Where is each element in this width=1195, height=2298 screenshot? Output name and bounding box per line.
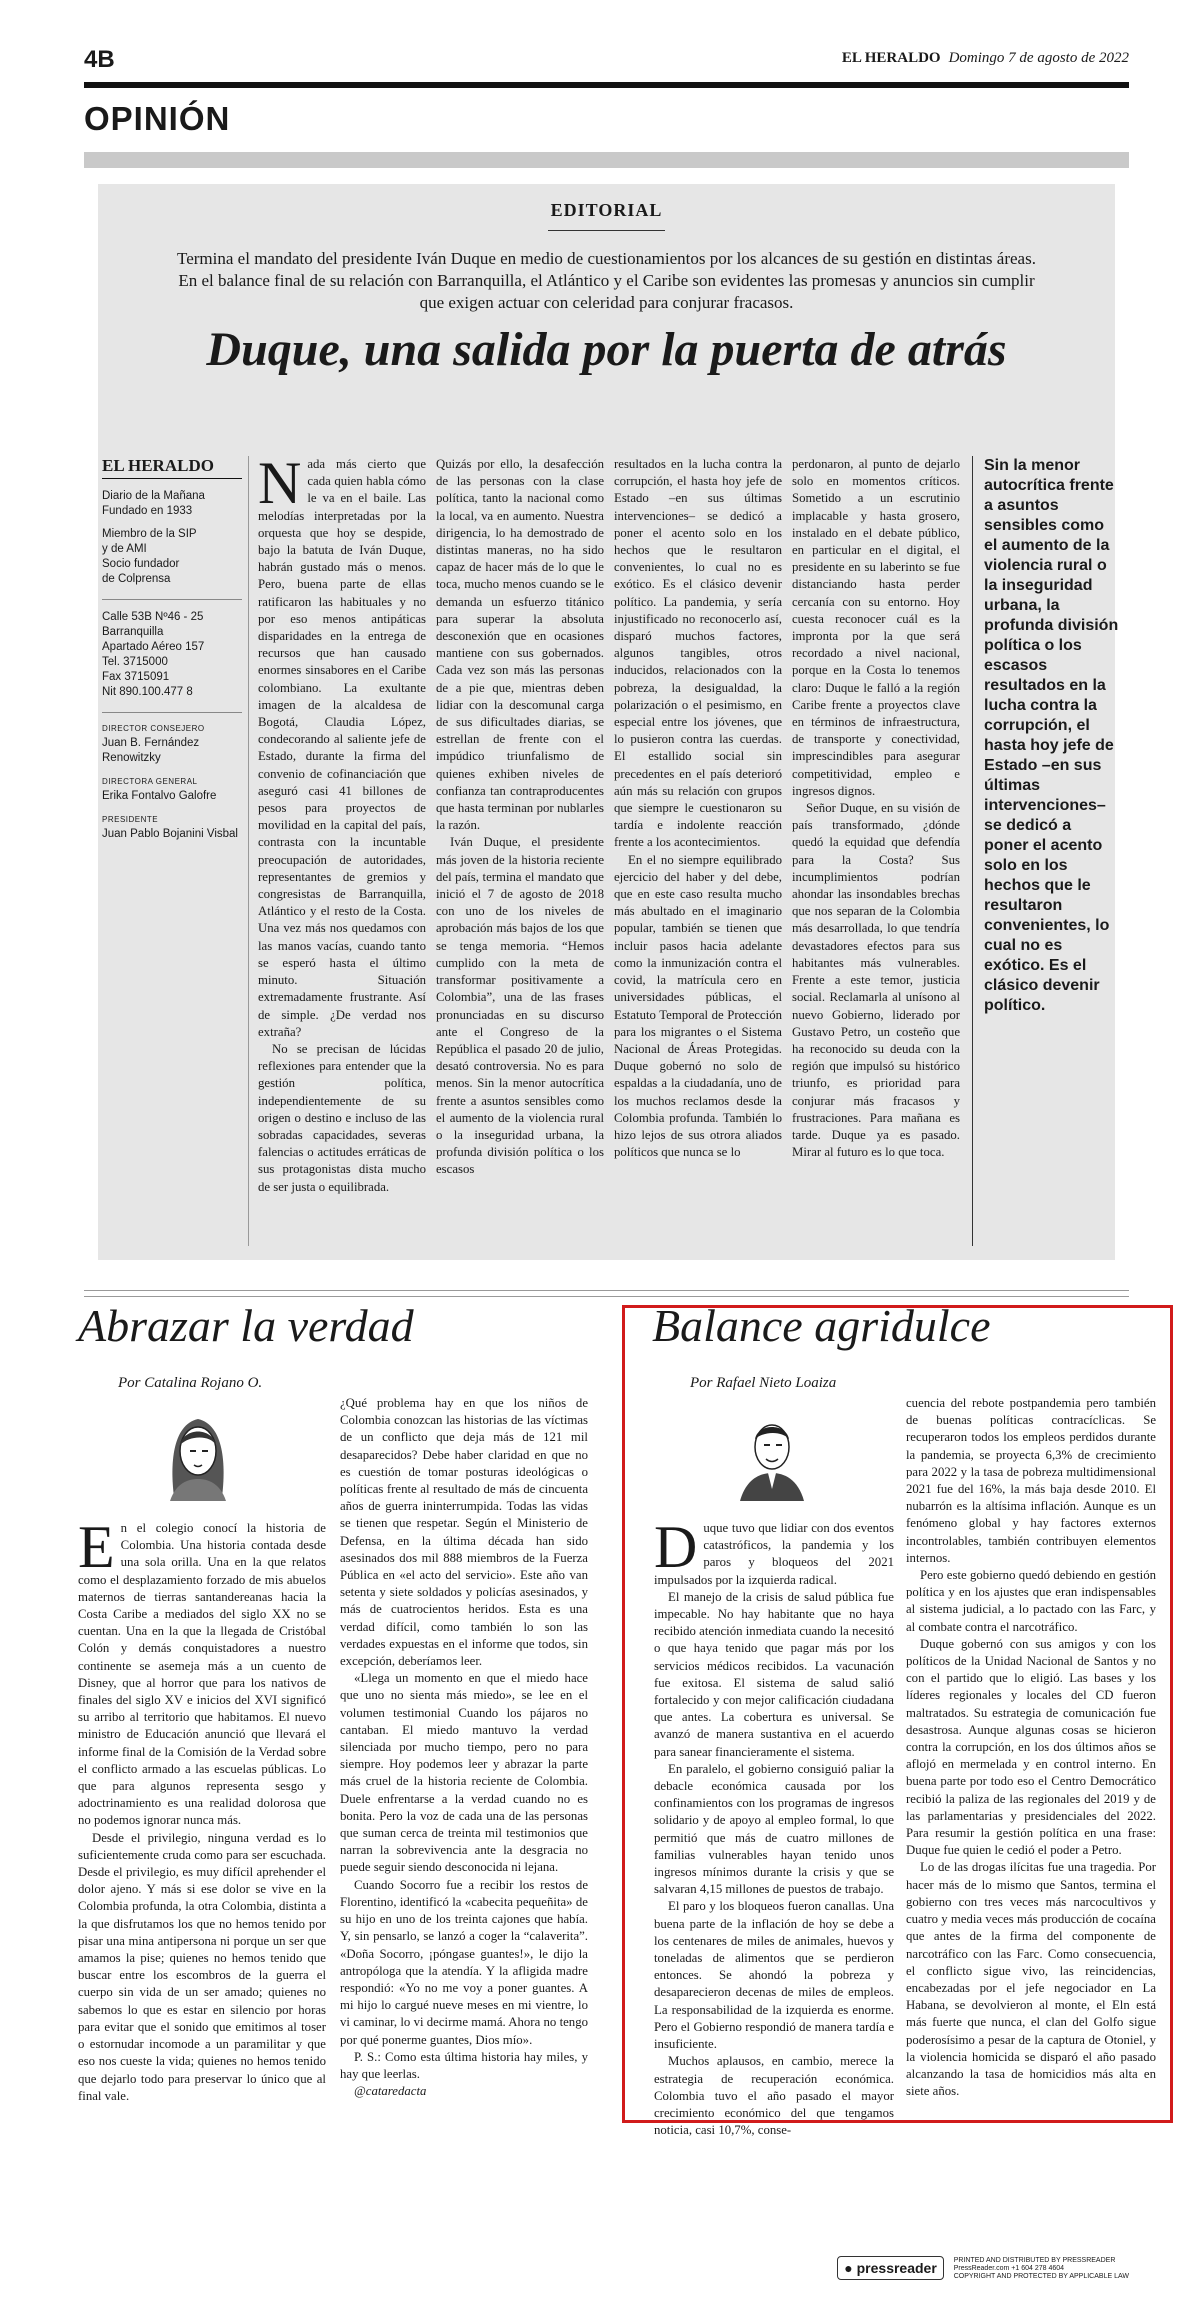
editorial-paragraph: En el no siempre equilibrado ejercicio del haber y del debe, que en este caso resulta mucho más abultado en el imaginario popular, también se tienen que incluir pasos hacia adelante como la inmunización contra el covid, la matrícula cero en universidades públicas, el Estatuto Temporal de Protección para los migrantes o el Sistema Nacional de Áreas Protegidas. Duque gobernó no solo de espaldas a la ciudadanía, uno de los muchos reclamos desde la Colombia profunda. También lo hizo lejos de sus otrora aliados políticos que nunca se lo (614, 852, 782, 1160)
column-title: Balance agridulce (652, 1300, 991, 1351)
bio-line: Fundado en 1933 (102, 505, 193, 517)
author-portrait (150, 1405, 246, 1501)
editorial-column-3 (614, 456, 782, 1246)
bio-line: Socio fundador (102, 558, 180, 570)
column-paragraph: cuencia del rebote postpandemia pero también de buenas políticas contracíclicas. Se recuperaron todos los empleos perdidos durante la pandemia, se proyecta 6,3% de crecimiento para 2022 y la tasa de pobreza multidimensional 2021 fue del 16%, la más baja desde 2010. El nubarrón es la altísima inflación. Aunque es un fenómeno global y hay factores externos incontrolables, también contribuyen elementos internos. (906, 1396, 1156, 1565)
divider (84, 1290, 1129, 1291)
column-text (340, 1395, 588, 2110)
address-line: Nit 890.100.477 8 (102, 686, 193, 698)
bio-line: y de AMI (102, 543, 147, 555)
column-paragraph: P. S.: Como esta última historia hay miles, y hay que leerlas. (340, 2049, 588, 2081)
editorial-rule (548, 230, 665, 231)
column-text (78, 1514, 326, 2110)
fine-print-line: PressReader.com +1 604 278 4604 (953, 2265, 1065, 2273)
column-paragraph (78, 1514, 326, 1830)
role-label: DIRECTORA GENERAL (102, 777, 198, 786)
column-paragraph: El paro y los bloqueos fueron canallas. Una buena parte de la inflación de hoy se debe a los centenares de miles de animales, huevos y toneladas de alimentos que se perdieron entonces. Se ahondó la pobreza y desaparecieron decenas de miles de empleos. La responsabilidad de la izquierda es enorme. Pero el Gobierno respondió de manera tardía e insuficiente. (654, 1899, 894, 2052)
column-paragraph: Muchos aplausos, en cambio, merece la estrategia de recuperación económica. Colombia tuvo el año pasado el mayor crecimiento económico del que tengamos noticia, casi 10,7%, conse- (654, 2054, 894, 2138)
editorial-paragraph: Señor Duque, en su visión de país transformado, ¿dónde quedó la equidad que defendía para la Costa? Sus incumplimientos podrían ahondar las insondables brechas que nos separan de la Colombia más desarrollada, lo que tendría devastadores efectos para sus habitantes más vulnerables. Frente a este temor, justicia social. Reclamarla al unísono al nuevo Gobierno, liderado por Gustavo Petro, un costeño que ha reconocido su deuda con la región que impulsó su histórico triunfo, es prioridad para conjurar más fracasos y frustraciones. Para mañana es tarde. Duque ya es pasado. Mirar al futuro es lo que toca. (792, 801, 960, 1160)
top-rule (84, 82, 1129, 88)
byline: Por Rafael Nieto Loaiza (690, 1375, 837, 1391)
section-title: OPINIÓN (84, 100, 231, 137)
column-paragraph: El manejo de la crisis de salud pública fue impecable. No hay habitante que no haya recibido atención inmediata cuando la necesitó o que haya tenido que pagar más por los servicios médicos recibidos. La vacunación fue exitosa. El sistema de salud salió fortalecido y con mejor calificación ciudadana que antes. La cobertura es universal. Se avanzó de manera sustantiva en el acuerdo para sanear financieramente el sistema. (654, 1589, 894, 1759)
column-paragraph: Cuando Socorro fue a recibir los restos de Florentino, identificó la «cabecita pequeñita» de su hijo en uno de los treinta cajones que había. Y, sin pensarlo, se lanzó a coger la “calaverita”. «Doña Socorro, ¡póngase guantes!», le dijo la antropóloga que la atendía. Y la afligida madre respondió: «Yo no me voy a poner guantes. A mi hijo lo cargué nueve meses en mi vientre, lo vi caminar, lo vi decirme mamá. Ahora no tengo por qué ponerme guantes, Dios mío». (340, 1877, 588, 2047)
fine-print-line: PRINTED AND DISTRIBUTED BY PRESSREADER (953, 2257, 1116, 2265)
column-paragraph: Lo de las drogas ilícitas fue una tragedia. Por hacer más de lo mismo que Santos, termina el gobierno con tres veces más narcocultivos y cuatro y media veces más producción de cocaína que antes de la firma del componente de narcotráfico con las Farc. Como consecuencia, el conflicto sigue vivo, las reincidencias, encabezadas por el jefe negociador en La Habana, se devolvieron al monte, el Eln está más fuerte que nunca, el clan del Golfo sigue poderosísimo a pesar de la captura de Otoniel, y la violencia homicida se disparó el año pasado alcanzando la tasa de homicidios más alta en siete años. (906, 1860, 1156, 2099)
author-portrait (724, 1405, 820, 1501)
bio-line: de Colprensa (102, 573, 171, 585)
paragraph-text: uque tuvo que lidiar con dos eventos catastróficos, la pandemia y los paros y bloqueos del 2021 impulsados por la izquierda radical. (654, 1521, 894, 1587)
role-name: Juan Pablo Bojanini Visbal (102, 828, 238, 840)
column-paragraph (654, 1514, 894, 1589)
editorial-paragraph: perdonaron, al punto de dejarlo solo en momentos críticos. Sometido a un escrutinio implacable y hasta grosero, instalado en el debate público, en particular en el digital, el presidente en su laberinto se fue distanciando hasta perder cercanía con su entorno. Hoy cuesta reconocer cuál es la impronta por la que será recordado a nivel nacional, porque en la Costa lo tenemos claro: Duque le falló a la región Caribe frente a proyectos clave en términos de infraestructura, de transporte y conectividad, imprescindibles para asegurar competitividad, empleo e ingresos dignos. (792, 457, 960, 798)
editorial-paragraph (258, 450, 426, 1041)
column-text (906, 1395, 1156, 2110)
divider (84, 1296, 1129, 1297)
footer-fine-print (954, 2257, 1129, 2281)
editorial-title: Duque, una salida por la puerta de atrás (206, 323, 1007, 376)
masthead (842, 50, 1129, 67)
role-label: PRESIDENTE (102, 815, 159, 824)
editorial-lead: Termina el mandato del presidente Iván Duque en medio de cuestionamientos por los alcances de su gestión en distintas áreas. En el balance final de su relación con Barranquilla, el Atlántico y el Caribe son evidentes las promesas y anuncios sin cumplir que exigen actuar con celeridad para conjurar fracasos. (177, 249, 1036, 312)
pressreader-footer (837, 2256, 1129, 2281)
drop-cap: D (654, 1514, 698, 1580)
editorial-paragraph: No se precisan de lúcidas reflexiones para entender que la gestión política, independientemente de su origen o destino e incluso de las sobradas capacidades, severas falencias o actitudes erráticas de sus protagonistas dista mucho de ser justa o equilibrada. (258, 1041, 426, 1194)
el-heraldo-logo: EL HERALDO (102, 456, 242, 479)
column-paragraph: Pero este gobierno quedó debiendo en gestión política y en los ajustes que eran indispensables al sistema judicial, a lo pactado con las Farc, y al combate contra el narcotráfico. (906, 1568, 1156, 1634)
page-number: 4B (84, 46, 115, 73)
editorial-column-2 (436, 456, 604, 1246)
address-line: Tel. 3715000 (102, 656, 168, 668)
fine-print-line: COPYRIGHT AND PROTECTED BY APPLICABLE LAW (953, 2273, 1129, 2281)
address-line: Barranquilla (102, 626, 164, 638)
pull-quote: Sin la menor autocrítica frente a asuntos sensibles como el aumento de la violencia rural o la inseguridad urbana, la profunda división política o los escasos resultados en la lucha contra la corrupción, el hasta hoy jefe de Estado –en sus últimas intervenciones– se dedicó a poner el acento solo en los hechos que le resultaron convenientes, lo cual no es exótico. Es el clásico devenir político. (984, 457, 1119, 1014)
address-line: Fax 3715091 (102, 671, 170, 683)
section-grey-bar (84, 152, 1129, 168)
editorial-box (98, 184, 1119, 1260)
column-title: Abrazar la verdad (78, 1300, 414, 1351)
drop-cap: E (78, 1514, 115, 1580)
editorial-paragraph: Iván Duque, el presidente más joven de la historia reciente del país, termina el mandato que inició el 7 de agosto de 2018 con uno de los niveles de aprobación más bajos de los que se tenga memoria. “Hemos cumplido con la meta de transformar positivamente a Colombia”, una de las frases pronunciadas en su discurso ante el Congreso de la República el pasado 20 de julio, desató controversia. No es para menos. Sin la menor autocrítica frente a asuntos sensibles como el aumento de la violencia rural o la inseguridad urbana, la profunda división política o los escasos (436, 835, 604, 1177)
editorial-column-1 (258, 450, 426, 1246)
address-line: Apartado Aéreo 157 (102, 641, 205, 653)
role-label: DIRECTOR CONSEJERO (102, 724, 205, 733)
role-name: Erika Fontalvo Galofre (102, 790, 217, 802)
bio-line: Diario de la Mañana (102, 490, 205, 502)
column-rule (972, 456, 973, 1246)
editorial-column-4 (792, 456, 960, 1246)
paragraph-text: ada más cierto que cada quien habla cómo le va en el baile. Las melodías interpretadas por la orquesta que hoy se despide, bajo la batuta de Iván Duque, habrán gustado más o menos. Pero, buena parte de ellas ratificaron las habituales y no por eso menos antipáticas disparidades en la entrega de recursos que han causado enormes sinsabores en el Caribe colombiano. La exultante imagen de la alcaldesa de Bogotá, Claudia López, condecorando al saliente jefe de Estado, durante la firma del convenio de cofinanciación que aseguró casi 41 billones de pesos para proyectos de movilidad en la capital del país, contrasta con la incuntable preocupación de autoridades, representantes de gremios y congresistas de Barranquilla, Atlántico y el resto de la Costa. Una vez más nos quedamos con las manos vacías, cuando tanto se esperó hasta el último minuto. Situación extremadamente frustrante. Así de simple. ¿De verdad nos extraña? (258, 457, 426, 1039)
masthead-paper: EL HERALDO (841, 50, 941, 66)
column-text (654, 1514, 894, 2138)
column-rule (248, 456, 249, 1246)
column-paragraph: Duque gobernó con sus amigos y con los políticos de la Unidad Nacional de Santos y no con el partido que lo eligió. Las bases y los líderes regionales y locales del CD fueron maltratados. Su estrategia de comunicación fue desastrosa. Aunque algunas cosas se hicieron contra la corrupción, en los dos últimos años se aflojó en mermelada y en control interno. En buena parte por todo eso el Centro Democrático recibió la paliza de las regionales del 2019 y de las parlamentarias y presidenciales del 2022. Para resumir la gestión política en una frase: Duque fue quien le cedió el poder a Petro. (906, 1636, 1156, 1858)
paragraph-text: n el colegio conocí la historia de Colombia. Una historia contada desde una sola orilla. Una en la que relatos como el desplazamiento forzado de mis abuelos maternos de tierras santandereanas hacia la Costa Caribe a mediados del siglo XX no se cuentan. Una en la que la llegada de Cristóbal Colón y demás conquistadores a nuestro continente se asemeja más a un cuento de Disney, que al horror que para los nativos de finales del siglo XV e inicios del XVI significó su arribo al territorio que habitamos. El nuevo ministro de Educación anunció que llevará el informe final de la Comisión de la Verdad sobre el conflicto armado a las escuelas públicas. Lo que para algunos representa sesgo y adoctrinamiento es una realidad dolorosa que no podemos ignorar nunca más. (78, 1521, 326, 1828)
column-paragraph: En paralelo, el gobierno consiguió paliar la debacle económica causada por los confinamientos con los programas de ingresos solidario y de apoyo al empleo formal, lo que permitió que más de cuatro millones de familias vulnerables hayan tenido unos ingresos mínimos durante la crisis y que se salvaran 4,15 millones de puestos de trabajo. (654, 1761, 894, 1897)
bio-line: Miembro de la SIP (102, 528, 197, 540)
masthead-date: Domingo 7 de agosto de 2022 (948, 50, 1129, 66)
column-paragraph: «Llega un momento en que el miedo hace que uno no sienta más miedo», se lee en el volumen testimonial Cuando los pájaros no cantaban. El miedo mantuvo la verdad silenciada por mucho tiempo, pero no para siempre. Hoy podemos leer y abrazar la parte más cruel de la historia reciente de Colombia. Duele enfrentarse a la verdad cuando no es bonita. Pero la voz de cada una de las personas que suman cerca de treinta mil testimonios que narran la sobrevivencia ante la desgracia no puede seguir siendo desconocida ni lejana. (340, 1671, 588, 1875)
drop-cap: N (258, 450, 302, 516)
role-name: Juan B. Fernández Renowitzky (102, 737, 200, 764)
column-paragraph: ¿Qué problema hay en que los niños de Colombia conozcan las historias de las víctimas de un conflicto que deja más de 121 mil desaparecidos? Debe haber claridad en que no es cuestión de tomar posturas ideológicas o políticas frente al resultado de más de cincuenta años de guerra ininterrumpida. Todas las vidas se tienen que respetar. Según el Ministerio de Defensa, en la última década han sido asesinados dos mil 888 miembros de la Fuerza Pública en «el acto del servicio». Este año van setenta y siete soldados y policías asesinados, y más de cuatrocientos heridos. Esta es una verdad difícil, como también lo son las verdades expuestas en el informe que todos, sin excepción, deberíamos leer. (340, 1396, 588, 1669)
editorial-paragraph: Quizás por ello, la desafección de las personas con la clase política, tanto la nacional como la local, va en aumento. Nuestra dirigencia, lo ha demostrado de distintas maneras, no ha sido capaz de hacer más de lo que le toca, mucho menos cuando se le demanda un esfuerzo titánico para superar la absoluta desconexión que en ocasiones mantiene con sus gobernados. Cada vez son más las personas de a pie que, mientras deben lidiar con la descomunal carga de sus dificultades diarias, se estrellan de frente con el impúdico triunfalismo de quienes exhiben niveles de confianza tan contraproducentes que hasta terminan por nublarles la razón. (436, 457, 604, 833)
masthead-box (102, 456, 242, 842)
author-handle: @cataredacta (354, 2084, 427, 2099)
pressreader-logo[interactable]: ● pressreader (837, 2256, 944, 2280)
editorial-label: EDITORIAL (550, 200, 663, 220)
pressreader-brand: pressreader (856, 2260, 937, 2276)
editorial-paragraph: resultados en la lucha contra la corrupción, el hasta hoy jefe de Estado –en sus últimas intervenciones– se dedicó a poner el acento solo en los hechos que le resultaron convenientes, lo cual no es exótico. Es el clásico devenir político. La pandemia, y sería injustificado no reconocerlo así, disparó muchos factores, algunos tangibles, otros inducidos, relacionados con la pobreza, la desigualdad, la polarización o el pesimismo, en especial entre los jóvenes, que lo pusieron contra las cuerdas. El estallido social sin precedentes en el país deterioró aún más su relación con grupos que siempre le cuestionaron su tardía e indolente reacción frente a los acontecimientos. (614, 457, 782, 850)
byline: Por Catalina Rojano O. (118, 1375, 263, 1391)
address-line: Calle 53B Nº46 - 25 (102, 611, 204, 623)
column-paragraph: Desde el privilegio, ninguna verdad es lo suficientemente cruda como para ser escuchada. Desde el privilegio, es muy difícil aprehender el dolor ajeno. Y más si ese dolor se vive en la Colombia profunda, la otra Colombia, distinta a la que disfrutamos los que no hemos tenido por pisar una mina antipersona ni porque un ser que amamos la pise; quienes no hemos tenido que buscar entre los escombros de la guerra el cuerpo sin vida de un ser amado; quienes no sabemos lo que es estar en silencio por horas para evitar que el sonido que emitimos al toser o estornudar incomode a un paramilitar y que eso nos cueste la vida; quienes no hemos tenido que dejarlo todo para preservar lo único que al final vale. (78, 1830, 326, 2103)
